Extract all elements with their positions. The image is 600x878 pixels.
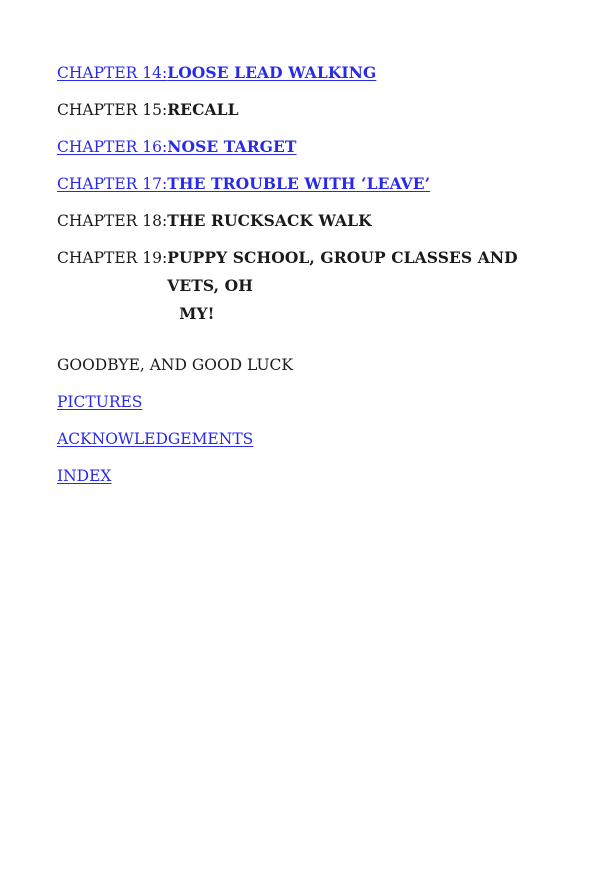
spacer [57, 343, 557, 354]
chapter-title: NOSE TARGET [167, 137, 297, 156]
toc-entry-goodbye: GOODBYE, AND GOOD LUCK [57, 356, 293, 374]
toc-link-index[interactable]: INDEX [57, 467, 112, 485]
toc-entry-chapter-14[interactable] [57, 62, 557, 84]
chapter-title-line-1: PUPPY SCHOOL, GROUP CLASSES AND VETS, OH [167, 248, 518, 295]
chapter-number: CHAPTER 17: [57, 175, 168, 193]
toc-entry-chapter-19 [57, 247, 557, 328]
chapter-title: THE RUCKSACK WALK [167, 211, 372, 230]
toc-entry-acknowledgements-row [57, 428, 557, 450]
chapter-number: CHAPTER 15: [57, 101, 168, 119]
chapter-title: THE TROUBLE WITH ‘LEAVE’ [167, 174, 431, 193]
chapter-number: CHAPTER 19: [57, 249, 168, 267]
toc-link-pictures[interactable]: PICTURES [57, 393, 143, 411]
chapter-number: CHAPTER 14: [57, 64, 168, 82]
chapter-title: LOOSE LEAD WALKING [167, 63, 377, 82]
toc-entry-pictures-row [57, 391, 557, 413]
chapter-number: CHAPTER 16: [57, 138, 168, 156]
toc-entry-goodbye-row [57, 354, 557, 376]
toc-entry-chapter-15 [57, 99, 557, 121]
toc-entry-chapter-16[interactable] [57, 136, 557, 158]
chapter-title-line-2: MY! [179, 304, 215, 323]
chapter-number: CHAPTER 18: [57, 212, 168, 230]
table-of-contents [57, 62, 557, 502]
chapter-title [167, 244, 557, 328]
chapter-title: RECALL [167, 100, 239, 119]
toc-link-acknowledgements[interactable]: ACKNOWLEDGEMENTS [57, 430, 254, 448]
toc-entry-index-row [57, 465, 557, 487]
toc-entry-chapter-18 [57, 210, 557, 232]
toc-entry-chapter-17[interactable] [57, 173, 557, 195]
